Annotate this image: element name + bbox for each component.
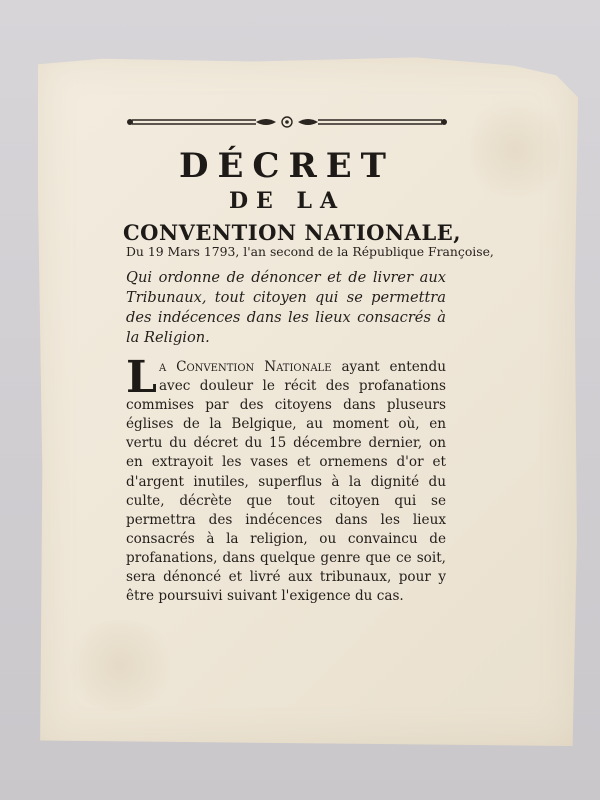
drop-cap: L: [126, 352, 157, 403]
body-text: ayant entendu avec douleur le récit des profanations commises par des citoyens dans pluseurs églises de la Belgique, au moment où, en vertu du décret du 15 décembre dernier, on en extrayoit les vases et ornemens d'or et d'argent inutiles, superflus à la dignité du culte, décrète que tout citoyen qui se permettra des indécences dans les lieux consacrés à la religion, ou convaincu de profanations, dans quelque genre que ce soit, sera dénoncé et livré aux tribunaux, pour y être poursuivi suivant l'exigence du cas.: [126, 359, 446, 605]
paper-stain: [470, 90, 560, 210]
paper-stain: [60, 620, 180, 710]
lead-smallcaps: a Convention Nationale: [158, 359, 332, 375]
title-convention: CONVENTION NATIONALE,: [122, 220, 462, 245]
decree-body: [126, 352, 446, 606]
title-de-la: DE LA: [228, 188, 346, 214]
title-decree: DÉCRET: [179, 146, 395, 186]
ornament-rule: [126, 116, 448, 128]
decree-subtitle: Qui ordonne de dénoncer et de livrer aux Tribunaux, tout citoyen qui se permettra des indécences dans les lieux consacrés à la Religion.: [126, 269, 446, 346]
date-line: Du 19 Mars 1793, l'an second de la République Françoise,: [126, 244, 494, 259]
